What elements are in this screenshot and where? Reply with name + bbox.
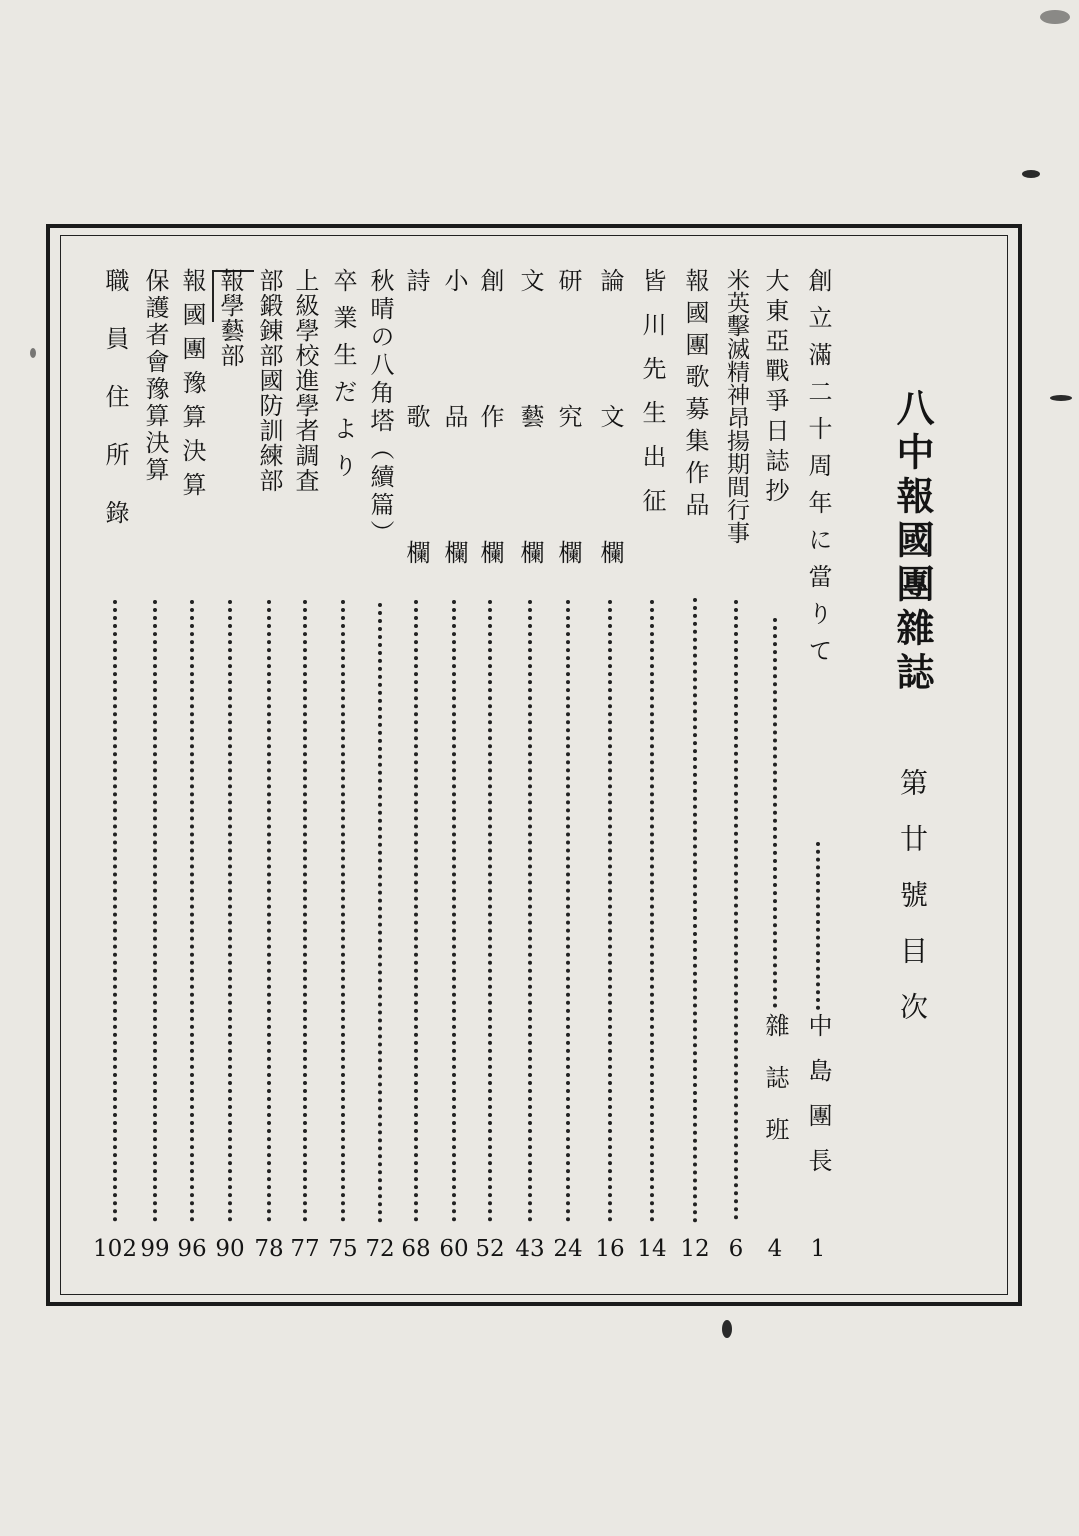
leader-dots <box>228 600 232 1222</box>
toc-entry[interactable] <box>251 268 287 1268</box>
toc-entry[interactable] <box>93 268 137 1268</box>
toc-entry[interactable] <box>137 268 173 1268</box>
leader-dots <box>566 600 570 1222</box>
toc-entry-title: 報學藝部 <box>216 268 244 368</box>
paper-speck <box>1022 170 1040 178</box>
toc-entry-page: 75 <box>328 1236 358 1262</box>
toc-entry-title: 論文欄 <box>596 268 624 676</box>
toc-entry-title: 保護者會豫算決算 <box>141 268 169 484</box>
paper-speck <box>1050 395 1072 401</box>
toc-entry[interactable] <box>718 268 754 1268</box>
toc-entry-title: 秋晴の八角塔（續篇） <box>366 268 394 548</box>
toc-entry[interactable] <box>634 268 670 1268</box>
toc-entry-title: 職員住所錄 <box>101 268 129 558</box>
toc-entry-page: 72 <box>365 1236 395 1262</box>
toc-entry-page: 1 <box>810 1236 826 1262</box>
toc-entry-page: 99 <box>140 1236 170 1262</box>
toc-entry-title: 小品欄 <box>440 268 468 676</box>
toc-entry-title: 上級學校進學者調査 <box>291 268 319 493</box>
leader-dots <box>113 600 117 1222</box>
leader-dots <box>303 600 307 1222</box>
toc-entry[interactable] <box>325 268 361 1268</box>
leader-dots <box>414 600 418 1222</box>
paper-speck <box>722 1320 732 1338</box>
leader-dots <box>608 600 612 1222</box>
toc-entry-page: 102 <box>93 1236 137 1262</box>
toc-entry-page: 90 <box>215 1236 245 1262</box>
toc-entry[interactable] <box>512 268 548 1268</box>
paper-speck <box>30 348 36 358</box>
toc-entry-page: 14 <box>637 1236 667 1262</box>
toc-entry-title: 創立滿二十周年に當りて <box>804 268 832 675</box>
leader-dots <box>528 600 532 1222</box>
toc-entry-page: 52 <box>475 1236 505 1262</box>
leader-dots <box>341 600 345 1222</box>
toc-entry-page: 4 <box>767 1236 783 1262</box>
toc-entry-title: 皆川先生出征 <box>638 268 666 532</box>
leader-dots <box>267 600 271 1222</box>
paper-speck <box>1040 10 1070 24</box>
toc-entry-page: 96 <box>177 1236 207 1262</box>
magazine-title: 八中報國團雜誌 <box>890 388 934 696</box>
toc-entry-title: 卒業生だより <box>329 268 357 490</box>
toc-entry-title: 報國團歌募集作品 <box>681 268 709 524</box>
toc-entry-title: 大東亞戰爭日誌抄 <box>761 268 789 508</box>
toc-entry-title: 研究欄 <box>554 268 582 676</box>
toc-entry[interactable] <box>212 268 248 1268</box>
toc-entry[interactable] <box>398 268 434 1268</box>
toc-entry-title: 文藝欄 <box>516 268 544 676</box>
toc-entry-page: 43 <box>515 1236 545 1262</box>
toc-entry-title: 報國團豫算決算 <box>178 268 206 506</box>
toc-entry-author: 中島團長 <box>804 1013 832 1193</box>
toc-entry-title: 部鍛錬部國防訓練部 <box>255 268 283 493</box>
leader-dots <box>378 603 382 1223</box>
toc-entry[interactable] <box>362 268 398 1268</box>
toc-entry[interactable] <box>174 268 210 1268</box>
toc-entry-page: 24 <box>553 1236 583 1262</box>
toc-entry-title: 創作欄 <box>476 268 504 676</box>
toc-entry[interactable] <box>800 268 836 1268</box>
toc-entry-title: 米英擊滅精神昂揚期間行事 <box>723 268 749 544</box>
leader-dots <box>773 618 777 1008</box>
issue-contents-heading: 第廿號目次 <box>896 768 929 1048</box>
leader-dots <box>734 600 738 1220</box>
toc-entry[interactable] <box>757 268 793 1268</box>
toc-entry-page: 16 <box>595 1236 625 1262</box>
toc-entry[interactable] <box>472 268 508 1268</box>
toc-entry[interactable] <box>677 268 713 1268</box>
leader-dots <box>190 600 194 1222</box>
toc-entry[interactable] <box>436 268 472 1268</box>
leader-dots <box>488 600 492 1222</box>
toc-entry-author: 雜誌班 <box>761 1013 789 1169</box>
toc-entry-page: 6 <box>728 1236 744 1262</box>
leader-dots <box>452 600 456 1222</box>
leader-dots <box>816 842 820 1010</box>
leader-dots <box>153 600 157 1222</box>
leader-dots <box>650 600 654 1222</box>
toc-entry[interactable] <box>287 268 323 1268</box>
toc-entry-page: 77 <box>290 1236 320 1262</box>
toc-entry-page: 68 <box>401 1236 431 1262</box>
toc-entry[interactable] <box>550 268 586 1268</box>
leader-dots <box>693 598 697 1223</box>
toc-entry[interactable] <box>592 268 628 1268</box>
toc-entry-page: 78 <box>254 1236 284 1262</box>
toc-entry-page: 60 <box>439 1236 469 1262</box>
toc-entry-page: 12 <box>680 1236 710 1262</box>
toc-entry-title: 詩歌欄 <box>402 268 430 676</box>
